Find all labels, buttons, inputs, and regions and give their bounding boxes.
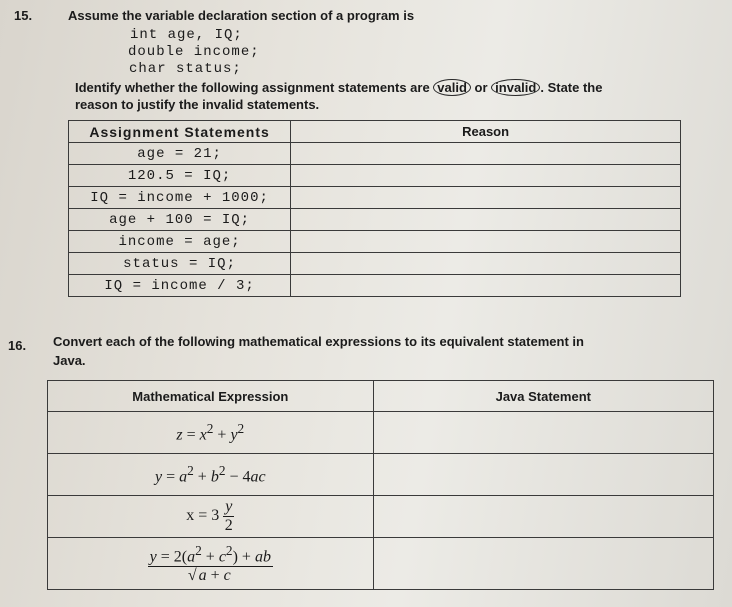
java-statement-cell[interactable] [373, 496, 713, 538]
assignment-cell: 120.5 = IQ; [69, 165, 291, 187]
assignment-cell: IQ = income + 1000; [69, 187, 291, 209]
java-statement-cell[interactable] [373, 538, 713, 590]
code-line-2: double income; [128, 44, 260, 60]
question-16-number: 16. [8, 338, 27, 353]
question-15-prompt: Assume the variable declaration section of a program is [68, 8, 415, 23]
question-16-prompt-line2: Java. [53, 353, 86, 368]
java-statement-header: Java Statement [373, 381, 713, 412]
table-row [69, 165, 681, 187]
table-header-row [48, 381, 714, 412]
table-row [69, 187, 681, 209]
instruction-text: Identify whether the following assignment statements are [75, 80, 434, 95]
or-word: or [470, 80, 492, 95]
expression-table [47, 380, 714, 590]
table-row [69, 275, 681, 297]
table-row [48, 454, 714, 496]
expression-cell: $\frac{y = 2(a^2 + c^2) + ab}{√ a + c}$ [48, 538, 374, 590]
assignment-table [68, 120, 681, 297]
question-15-instruction [75, 80, 602, 95]
code-line-3: char status; [129, 61, 242, 77]
reason-cell[interactable] [291, 253, 681, 275]
reason-cell[interactable] [291, 231, 681, 253]
assignment-cell: age + 100 = IQ; [69, 209, 291, 231]
table-row [69, 209, 681, 231]
table-row [69, 143, 681, 165]
table-row [69, 231, 681, 253]
assignment-cell: income = age; [69, 231, 291, 253]
reason-cell[interactable] [291, 187, 681, 209]
expression-cell: $z = x^2 + y^2$ [48, 412, 374, 454]
mathematical-expression-header: Mathematical Expression [48, 381, 374, 412]
table-row [48, 412, 714, 454]
table-header-row [69, 121, 681, 143]
code-line-1: int age, IQ; [130, 27, 243, 43]
reason-cell[interactable] [291, 209, 681, 231]
instruction-end: . State the [540, 80, 603, 95]
table-row [48, 496, 714, 538]
valid-word: valid [433, 79, 471, 96]
expression-cell: x = 3 $\frac{y}{2}$ [48, 496, 374, 538]
question-16-prompt: Convert each of the following mathematical expressions to its equivalent statement in [53, 334, 584, 349]
reason-header: Reason [291, 121, 681, 143]
expression-cell: $y = a^2 + b^2 - 4ac$ [48, 454, 374, 496]
assignment-cell: status = IQ; [69, 253, 291, 275]
assignment-cell: IQ = income / 3; [69, 275, 291, 297]
invalid-word: invalid [491, 79, 540, 96]
question-15-number: 15. [14, 8, 33, 23]
assignment-cell: age = 21; [69, 143, 291, 165]
reason-cell[interactable] [291, 165, 681, 187]
assignment-statements-header: Assignment Statements [69, 121, 291, 143]
java-statement-cell[interactable] [373, 412, 713, 454]
reason-cell[interactable] [291, 275, 681, 297]
reason-cell[interactable] [291, 143, 681, 165]
table-row [48, 538, 714, 590]
table-row [69, 253, 681, 275]
question-15-instruction-line2: reason to justify the invalid statements. [75, 97, 320, 112]
java-statement-cell[interactable] [373, 454, 713, 496]
